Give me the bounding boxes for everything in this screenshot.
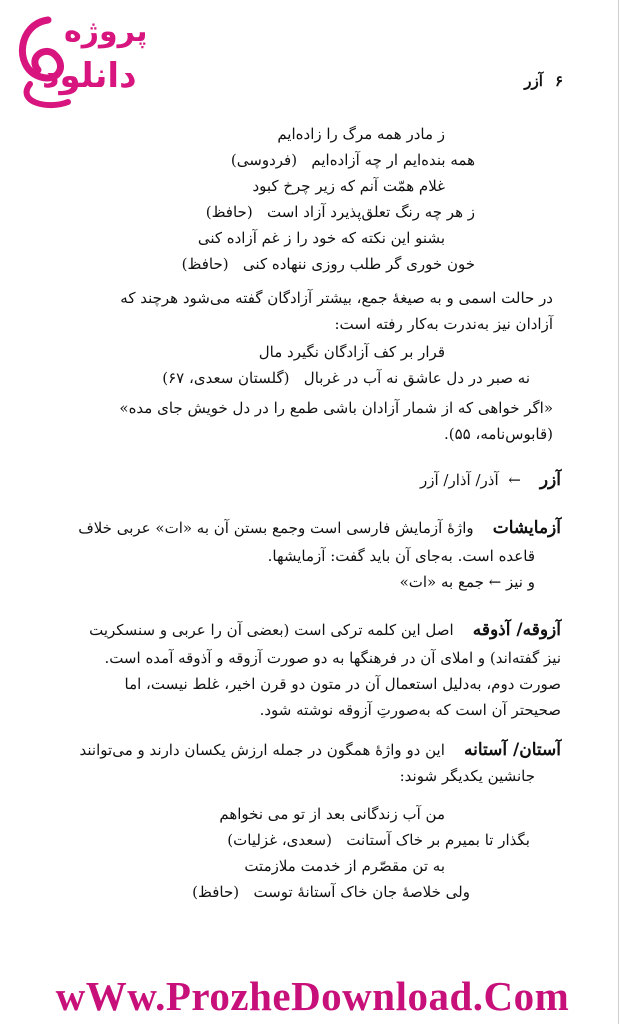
entry-head: آزوقه/ آذوقه <box>472 620 561 640</box>
page-edge <box>618 0 619 1024</box>
page-number: ۶ <box>554 72 563 90</box>
entry-azugheh <box>89 620 561 640</box>
running-title: آزر <box>524 72 543 90</box>
verse-line: غلام همّت آنم که زیر چرخ کبود <box>252 177 445 195</box>
verse-line: ولی خلاصهٔ جان خاک آستانهٔ توست (حافظ) <box>192 883 470 901</box>
verse-source: (حافظ) <box>192 883 240 901</box>
logo-line-2: دانلود <box>42 56 137 96</box>
verse-line: همه بنده‌ایم ار چه آزاده‌ایم (فردوسی) <box>230 151 475 169</box>
verse-source: (سعدی، غزلیات) <box>227 831 332 849</box>
entry-head: آزر <box>539 470 561 490</box>
brand-logo[interactable] <box>8 6 158 114</box>
verse-source: (گلستان سعدی، ۶۷) <box>162 369 290 387</box>
entry-azmayeshat <box>78 518 561 538</box>
verse-line: نه صبر در دل عاشق نه آب در غربال (گلستان سعدی، ۶۷) <box>162 369 530 387</box>
site-watermark[interactable]: wWw.ProzheDownload.Com <box>55 973 570 1019</box>
verse-source: (حافظ) <box>205 203 253 221</box>
verse-line: من آب زندگانی بعد از تو می نخواهم <box>219 805 445 823</box>
verse-line: قرار بر کف آزادگان نگیرد مال <box>258 343 445 361</box>
paragraph-line: جانشین یکدیگر شوند: <box>399 767 535 785</box>
paragraph-line: نیز گفته‌اند) و املای آن در فرهنگها به دو صورت آزوقه و آذوقه آمده است. <box>104 649 561 667</box>
arrow-icon: ← <box>508 471 521 489</box>
verse-line: به تن مقصّرم از خدمت ملازمتت <box>244 857 445 875</box>
entry-text: واژهٔ آزمایش فارسی است وجمع بستن آن به «ات» عربی خلاف <box>78 519 474 537</box>
entry-text: اصل این کلمه ترکی است (بعضی آن را عربی و سنسکریت <box>89 621 454 639</box>
paragraph-line: در حالت اسمی و به صیغهٔ جمع، بیشتر آزادگان گفته می‌شود هرچند که <box>120 289 553 307</box>
paragraph-line: صحیحتر آن است که به‌صورتِ آزوقه نوشته شود. <box>259 701 561 719</box>
verse-line: بشنو این نکته که خود را ز غم آزاده کنی <box>197 229 445 247</box>
running-header <box>524 72 563 90</box>
verse-line: ز مادر همه مرگ را زاده‌ایم <box>277 125 445 143</box>
entry-azar <box>420 470 561 490</box>
verse-line: ز هر چه رنگ تعلق‌پذیرد آزاد است (حافظ) <box>205 203 475 221</box>
entry-head: آستان/ آستانه <box>463 740 561 760</box>
verse-line: بگذار تا بمیرم بر خاک آستانت (سعدی، غزلیات) <box>227 831 530 849</box>
quote-line: «اگر خواهی که از شمار آزادان باشی طمع را در دل خویش جای مده» <box>119 399 553 417</box>
entry-head: آزمایشات <box>492 518 561 538</box>
paragraph-line: آزادان نیز به‌ندرت به‌کار رفته است: <box>334 315 553 333</box>
paragraph-line: صورت دوم، به‌دلیل استعمال آن در متون دو قرن اخیر، غلط نیست، اما <box>124 675 561 693</box>
verse-source: (حافظ) <box>181 255 229 273</box>
verse-source: (فردوسی) <box>230 151 298 169</box>
verse-line: خون خوری گر طلب روزی ننهاده کنی (حافظ) <box>181 255 475 273</box>
entry-text: آذر/ آذار/ آزر <box>419 471 499 489</box>
paragraph-line: قاعده است. به‌جای آن باید گفت: آزمایشها. <box>267 547 535 565</box>
quote-line: (قابوس‌نامه، ۵۵). <box>443 425 553 443</box>
entry-astan <box>80 740 561 760</box>
logo-line-1: پروژه <box>64 14 148 49</box>
entry-text: این دو واژهٔ همگون در جمله ارزش یکسان دارند و می‌توانند <box>79 741 445 759</box>
cross-reference: و نیز ← جمع به «ات» <box>399 573 535 591</box>
